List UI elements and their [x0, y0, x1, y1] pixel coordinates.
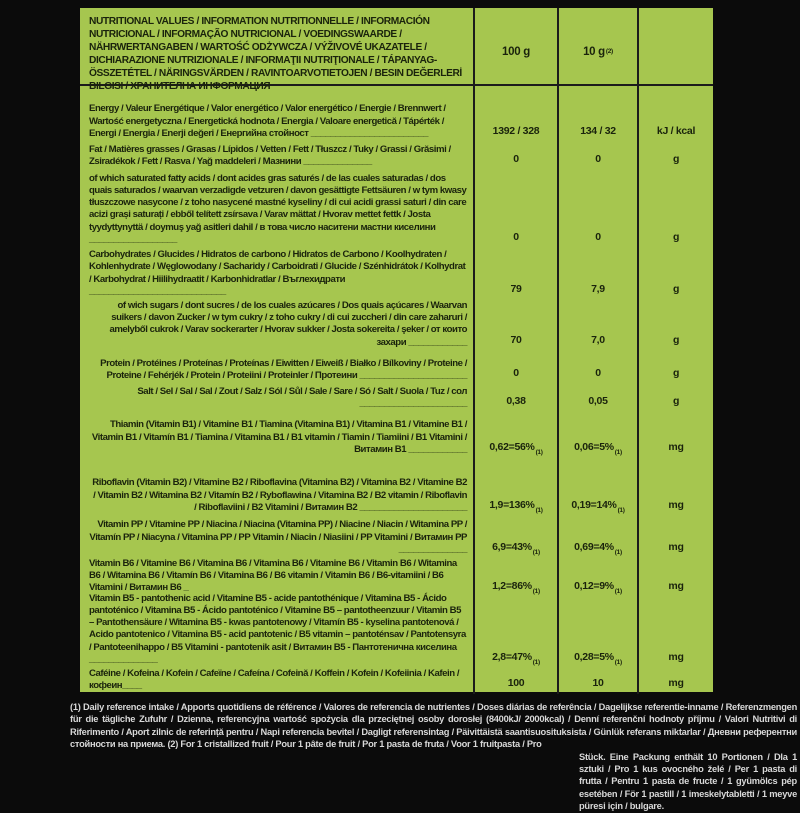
table-row-fat: [80, 142, 713, 170]
table-row-caffeine: [80, 668, 713, 692]
row-value-10g: 7,0: [557, 300, 637, 351]
row-value-100g: 0: [473, 170, 557, 248]
table-row-vitamin-b6: [80, 558, 713, 595]
table-row-vitamin-b2: [80, 458, 713, 516]
row-label: Thiamin (Vitamin B1) / Vitamine B1 / Tiamina (Vitamina B1) / Vitamina B1 / Vitamine B1 / Vitamin B1 / Vitamín B1 / Tiamina / Vitamina B1 / B1 vitamin / Tiamin / Tiamiini / B1 Vitamini / Витамин B1 ____________: [91, 419, 467, 455]
nutrition-table: [80, 8, 713, 692]
row-label: Energy / Valeur Energétique / Valor energético / Valor energético / Energie / Brennwert / Wartość energetyczna / Energetická hodnota / Energia / Valoare energetică / Tápérték / Energi / Energia / Enerji değeri / Енергийна стойност ________________________: [89, 103, 446, 139]
row-value-100g: 0: [473, 342, 557, 384]
row-unit: g: [637, 300, 713, 351]
column-header-10g-text: 10 g: [583, 45, 605, 58]
row-value-100g: 79: [473, 248, 557, 300]
row-label: Vitamin B6 / Vitamine B6 / Vitamina B6 / Vitamina B6 / Vitamine B6 / Vitamin B6 / Witamina B6 / Witamina B6 / Vitamín B6 / Vitamina B6 / B6 vitamin / Vitamin B6 / B6-vitamiini / B6 Vitamini / Витамин B6 _: [89, 558, 457, 594]
row-value-10g: 0,06=5% (1): [557, 412, 637, 458]
row-value-10g: 0: [557, 170, 637, 248]
row-value-100g: 1,2=86% (1): [473, 558, 557, 597]
row-unit: mg: [637, 590, 713, 668]
table-row-energy: [80, 86, 713, 142]
row-label: Vitamin B5 - pantothenic acid / Vitamine B5 - acide pantothénique / Vitamina B5 - Ácido pantoténico / Vitamina B5 - Ácido pantoténico / Vitamine B5 – pantotheenzuur / Vitamin B5 – Pantothensäure / Witamina B5 - kwas pantotenowy / Vitamín B5 - kyselina pantotenová / Acido pantotenico / Vitamina B5 - acid pantotenic / B5 vitamin – pantoténsav / Pantotensyra / Pantoteenihappo / B5 Vitamini - pantotenik asit / Витамин B5 - Пантотенична киселина ______________: [89, 592, 466, 665]
column-header-100g: 100 g: [473, 8, 557, 95]
row-value-100g: 70: [473, 300, 557, 351]
row-label: Vitamin PP / Vitamine PP / Niacina / Niacina (Vitamina PP) / Niacine / Niacin / Witamina PP / Vitamín PP / Niacyna / Vitamina PP / PP Vitamin / Niacin / Niasiini / PP Vitamini / Витамин PP ______________: [89, 519, 467, 555]
row-label: Riboflavin (Vitamin B2) / Vitamine B2 / Riboflavina (Vitamina B2) / Vitamina B2 / Vitamine B2 / Vitamin B2 / Witamina B2 / Vitamín B2 / Ryboflawina / Vitamina B2 / B2 vitamin / Riboflavin / Riboflaviini / B2 Vitamini / Витамин B2 ______________________: [92, 477, 467, 513]
table-row-saturated-fat: [80, 170, 713, 248]
row-value-100g: 1392 / 328: [473, 86, 557, 142]
table-title: NUTRITIONAL VALUES / INFORMATION NUTRITIONNELLE / INFORMACIÓN NUTRICIONAL / INFORMAÇÃO NUTRICIONAL / VOEDINGSWAARDE / NÄHRWERTANGABEN / WARTOŚĆ ODŻYWCZA / VÝŽIVOVÉ UKAZATELE / DICHIARAZIONE NUTRIZIONALE / INFORMAŢII NUTRIŢIONALE / TÁPANYAG-ÖSSZETÉTEL / NÄRINGSVÄRDEN / RAVINTOARVOTIETOJEN / BESIN DEĞERLERİ BILGISI / ХРАНИТЕЛНА ИНФОРМАЦИЯ: [89, 16, 462, 92]
row-value-10g: 7,9: [557, 248, 637, 300]
row-value-10g: 0,05: [557, 384, 637, 412]
footnote-daily-reference: (1) Daily reference intake / Apports quotidiens de référence / Valores de referencia de nutrientes / Doses diárias de referência / Dagelijkse referentie-inname / Referenzmengen für die tägliche Zufuhr / Dzienna, referencyjna wartość spożycia dla przeciętnej osoby dorosłej (8400kJ/ 2000kcal) / Denní referenční hodnoty příjmu / Valori Nutritivi di Riferimento / Aport zilnic de referință pentru / Napi referencia bevitel / Dagligt referensintag / Päivittäistä saantisuosituksista / Günlük referans miktarlar / Дневни референтни стойности на приема. (2) For 1 cristallized fruit / Pour 1 pâte de fruit / Por 1 pasta de fruta / Voor 1 fruitpasta / Pro: [70, 702, 797, 750]
table-row-vitamin-pp: [80, 516, 713, 558]
row-unit: g: [637, 142, 713, 170]
row-value-100g: 0,62=56% (1): [473, 412, 557, 458]
row-label: Carbohydrates / Glucides / Hidratos de carbono / Hidratos de Carbono / Koolhydraten / Kohlenhydrate / Węglowodany / Sacharidy / Carboidrati / Glucide / Szénhidrátok / Kolhydrat / Karbohydrat / Hiilihydraatit / Karbonhidratlar / Въглехидрати ____________________________: [89, 249, 466, 297]
row-unit: g: [637, 248, 713, 300]
footnotes: [70, 701, 797, 813]
row-unit: mg: [637, 558, 713, 597]
row-label: Protein / Protéines / Proteínas / Proteínas / Eiwitten / Eiweiß / Białko / Bílkoviny / Proteine / Proteine / Fehérjék / Protein / Proteiini / Proteinler / Протеини ______________________: [100, 357, 467, 381]
table-row-protein: [80, 342, 713, 384]
row-unit: mg: [637, 458, 713, 516]
table-row-salt: [80, 384, 713, 412]
footnote-portion-info: Stück. Eine Packung enthält 10 Portionen / Dla 1 sztuki / Pro 1 kus ovocného želé / Per 1 pasta di frutta / Pentru 1 pasta de fructe / 1 gyümölcs pép esetében / För 1 pastill / 1 imeskelytabletti / 1 meyve püresi için / bulgare.: [579, 751, 797, 812]
row-unit: mg: [637, 412, 713, 458]
row-unit: mg: [637, 668, 713, 694]
row-value-100g: 6,9=43% (1): [473, 516, 557, 558]
table-row-sugars: [80, 300, 713, 348]
row-value-10g: 10: [557, 668, 637, 694]
row-unit: g: [637, 384, 713, 412]
row-value-100g: 0,38: [473, 384, 557, 412]
row-label: of wich sugars / dont sucres / de los cuales azúcares / Dos quais açúcares / Waarvan suikers / davon Zucker / w tym cukry / z toho cukry / di cui zuccheri / din care zaharuri / amelyből cukrok / Varav sockerarter / Hvorav sukker / Josta sokereita / şeker / от които захари ____________: [109, 300, 467, 348]
row-value-100g: 100: [473, 668, 557, 694]
table-row-vitamin-b5: [80, 590, 713, 668]
row-value-10g: 0,19=14% (1): [557, 458, 637, 516]
row-value-10g: 0: [557, 342, 637, 384]
row-label: Fat / Matières grasses / Grasas / Lípidos / Vetten / Fett / Tłuszcz / Tuky / Grassi / Grăsimi / Zsiradékok / Fett / Rasva / Yağ maddeleri / Мазнини ______________: [89, 143, 451, 167]
row-label: Salt / Sel / Sal / Sal / Zout / Salz / Sól / Sůl / Sale / Sare / Só / Salt / Suola / Tuz / сол ______________________: [137, 385, 467, 409]
row-value-100g: 0: [473, 142, 557, 170]
table-header-row: [80, 8, 713, 92]
table-row-carbohydrates: [80, 248, 713, 300]
row-value-10g: 0,28=5% (1): [557, 590, 637, 668]
row-unit: g: [637, 170, 713, 248]
row-label: of which saturated fatty acids / dont acides gras saturés / de las cuales saturadas / dos quais saturados / waarvan verzadigde vetzuren / davon gesättigte Fettsäuren / w tym kwasy tłuszczowe nasycone / z toho nasycené mastné kyseliny / di cui acidi grassi saturi / din care acizi grași saturați / ebből telített zsírsava / Varav mättat / Hvorav mettet fettk / Josta tyydyttynyttä / doymuş yağ asitleri dahil / в това число наситени мастни киселини __________________: [89, 172, 467, 245]
column-header-unit: [637, 8, 713, 95]
row-label: Caféine / Kofeina / Kofein / Cafeïne / Cafeína / Cofeină / Koffein / Kofein / Kofeiinia / Kafein / кофеин____: [89, 668, 460, 692]
row-value-10g: 0: [557, 142, 637, 170]
row-unit: kJ / kcal: [637, 86, 713, 142]
row-value-10g: 134 / 32: [557, 86, 637, 142]
table-row-vitamin-b1: [80, 412, 713, 458]
column-header-10g: 10 g (2): [557, 8, 637, 95]
row-value-100g: 2,8=47% (1): [473, 590, 557, 668]
row-unit: g: [637, 342, 713, 384]
row-unit: mg: [637, 516, 713, 558]
row-value-10g: 0,12=9% (1): [557, 558, 637, 597]
row-value-100g: 1,9=136% (1): [473, 458, 557, 516]
row-value-10g: 0,69=4% (1): [557, 516, 637, 558]
